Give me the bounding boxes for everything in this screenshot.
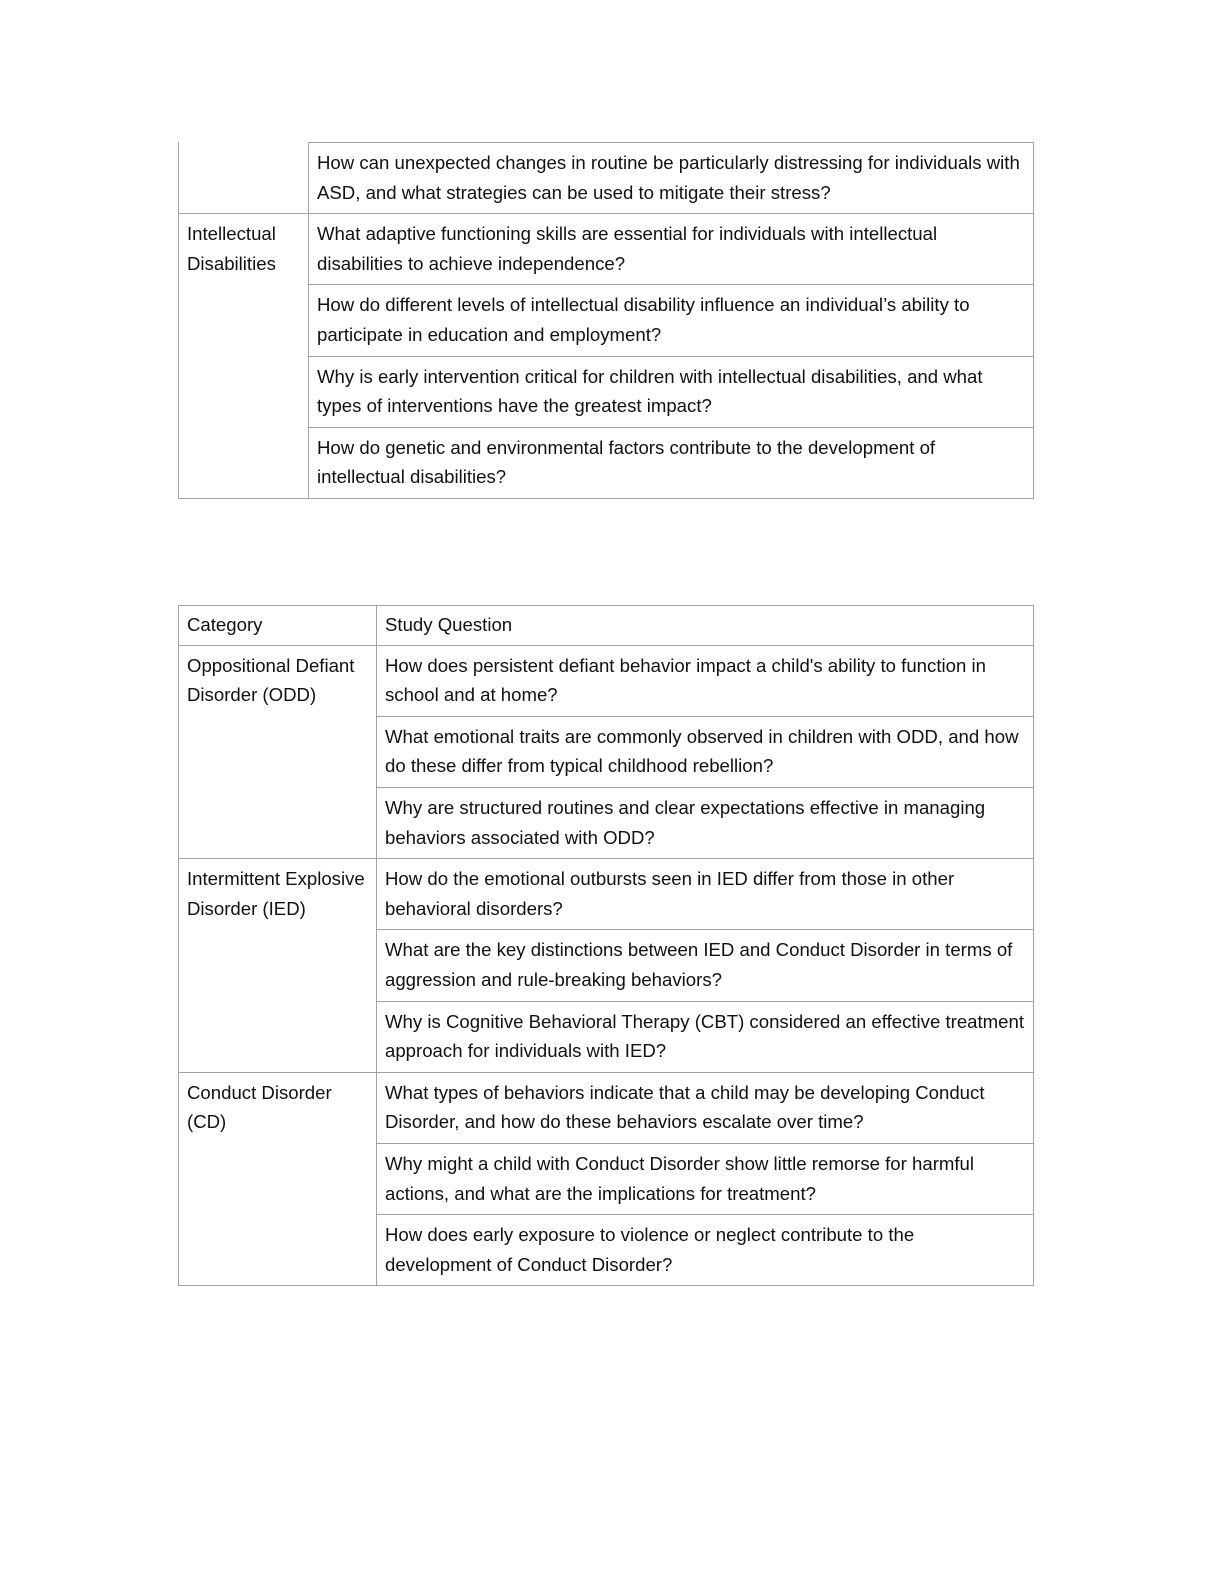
table-row [179,859,1034,930]
question-cell: Why is Cognitive Behavioral Therapy (CBT) considered an effective treatment approach for individuals with IED? [377,1001,1034,1072]
question-cell: What adaptive functioning skills are essential for individuals with intellectual disabilities to achieve independence? [309,214,1034,285]
header-category: Category [179,606,377,646]
question-cell: Why might a child with Conduct Disorder show little remorse for harmful actions, and what are the implications for treatment? [377,1143,1034,1214]
header-study-question: Study Question [377,606,1034,646]
category-cell [179,143,309,214]
question-cell: Why is early intervention critical for children with intellectual disabilities, and what types of interventions have the greatest impact? [309,356,1034,427]
question-cell: How does persistent defiant behavior impact a child's ability to function in school and at home? [377,645,1034,716]
category-cell: Intermittent Explosive Disorder (IED) [179,859,377,1073]
study-questions-table [178,605,1034,1286]
table-row [179,1072,1034,1143]
question-cell: How can unexpected changes in routine be particularly distressing for individuals with ASD, and what strategies can be used to mitigate their stress? [309,143,1034,214]
question-cell: Why are structured routines and clear expectations effective in managing behaviors associated with ODD? [377,787,1034,858]
header-row [179,606,1034,646]
table-row [179,214,1034,285]
question-cell: How do the emotional outbursts seen in IED differ from those in other behavioral disorders? [377,859,1034,930]
study-questions-table-continued [178,142,1034,499]
question-cell: What are the key distinctions between IED and Conduct Disorder in terms of aggression and rule-breaking behaviors? [377,930,1034,1001]
question-cell: How do different levels of intellectual disability influence an individual’s ability to participate in education and employment? [309,285,1034,356]
question-cell: What types of behaviors indicate that a child may be developing Conduct Disorder, and how do these behaviors escalate over time? [377,1072,1034,1143]
question-cell: What emotional traits are commonly observed in children with ODD, and how do these differ from typical childhood rebellion? [377,716,1034,787]
question-cell: How do genetic and environmental factors contribute to the development of intellectual disabilities? [309,427,1034,498]
category-cell: Intellectual Disabilities [179,214,309,499]
question-cell: How does early exposure to violence or neglect contribute to the development of Conduct Disorder? [377,1215,1034,1286]
category-cell: Oppositional Defiant Disorder (ODD) [179,645,377,859]
table-row [179,645,1034,716]
category-cell: Conduct Disorder (CD) [179,1072,377,1286]
table-row [179,143,1034,214]
